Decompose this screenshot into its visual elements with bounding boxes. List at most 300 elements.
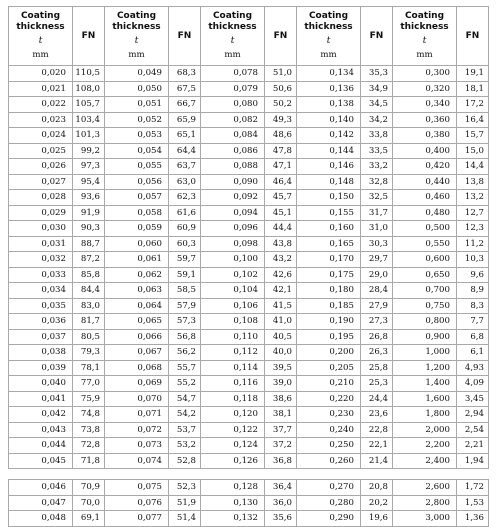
thickness-cell: 0,023 [9,112,73,128]
thickness-cell: 0,030 [9,221,73,237]
thickness-cell: 1,600 [393,391,457,407]
header-title-line-1: Coating [404,11,445,21]
fn-cell: 4,93 [457,360,489,376]
thickness-cell: 0,150 [297,190,361,206]
thickness-cell: 0,088 [201,159,265,175]
table-row [9,422,489,438]
fn-cell: 34,9 [361,81,393,97]
fn-cell: 65,1 [169,128,201,144]
table-row [9,143,489,159]
header-coating-thickness [105,7,169,66]
thickness-cell: 0,056 [105,174,169,190]
fn-cell: 25,8 [361,360,393,376]
thickness-cell: 0,148 [297,174,361,190]
header-symbol: t [230,36,235,46]
thickness-cell: 0,069 [105,376,169,392]
fn-cell: 72,8 [73,438,105,454]
thickness-cell: 0,054 [105,143,169,159]
header-fn: FN [73,7,105,66]
thickness-cell: 0,110 [201,329,265,345]
thickness-cell: 0,024 [9,128,73,144]
fn-cell: 110,5 [73,66,105,82]
fn-cell: 47,1 [265,159,297,175]
table-row [9,174,489,190]
thickness-cell: 0,038 [9,345,73,361]
thickness-cell: 0,155 [297,205,361,221]
thickness-cell: 0,078 [201,66,265,82]
table-row [9,128,489,144]
fn-cell: 32,8 [361,174,393,190]
table-row [9,66,489,82]
fn-cell: 15,7 [457,128,489,144]
thickness-cell: 0,280 [297,495,361,511]
fn-cell: 39,5 [265,360,297,376]
fn-cell: 30,3 [361,236,393,252]
fn-cell: 62,3 [169,190,201,206]
fn-cell: 57,9 [169,298,201,314]
fn-cell: 2,54 [457,422,489,438]
fn-cell: 54,2 [169,407,201,423]
fn-cell: 14,4 [457,159,489,175]
thickness-cell: 0,106 [201,298,265,314]
fn-cell: 24,4 [361,391,393,407]
header-symbol: t [326,36,331,46]
fn-cell: 44,4 [265,221,297,237]
header-fn: FN [169,7,201,66]
fn-cell: 31,0 [361,221,393,237]
header-fn: FN [361,7,393,66]
table-row [9,480,489,496]
fn-cell: 13,8 [457,174,489,190]
fn-cell: 20,8 [361,480,393,496]
fn-cell: 78,1 [73,360,105,376]
fn-cell: 27,9 [361,298,393,314]
thickness-cell: 0,040 [9,376,73,392]
header-title-line-2: thickness [112,22,161,32]
fn-cell: 23,6 [361,407,393,423]
table-row [9,329,489,345]
table-row [9,407,489,423]
header-title-line-2: thickness [16,22,65,32]
thickness-cell: 0,065 [105,314,169,330]
fn-cell: 26,3 [361,345,393,361]
fn-cell: 69,1 [73,511,105,527]
fn-cell: 6,1 [457,345,489,361]
fn-cell: 25,3 [361,376,393,392]
fn-cell: 29,0 [361,267,393,283]
header-title-line-2: thickness [208,22,257,32]
fn-cell: 90,3 [73,221,105,237]
thickness-cell: 0,120 [201,407,265,423]
fn-cell: 31,7 [361,205,393,221]
fn-cell: 19,6 [361,511,393,527]
fn-cell: 51,4 [169,511,201,527]
thickness-cell: 0,064 [105,298,169,314]
thickness-cell: 0,138 [297,97,361,113]
fn-cell: 56,2 [169,345,201,361]
fn-cell: 39,0 [265,376,297,392]
thickness-cell: 2,000 [393,422,457,438]
header-title-line-2: thickness [400,22,449,32]
thickness-cell: 0,146 [297,159,361,175]
fn-cell: 91,9 [73,205,105,221]
table-gap [8,469,488,479]
fn-cell: 35,6 [265,511,297,527]
thickness-cell: 0,320 [393,81,457,97]
thickness-cell: 0,050 [105,81,169,97]
fn-cell: 45,1 [265,205,297,221]
table-row [9,391,489,407]
table-row [9,438,489,454]
thickness-cell: 0,185 [297,298,361,314]
header-title-line-1: Coating [308,11,349,21]
thickness-cell: 0,068 [105,360,169,376]
thickness-cell: 0,260 [297,453,361,469]
thickness-cell: 0,043 [9,422,73,438]
fn-cell: 73,8 [73,422,105,438]
thickness-cell: 0,051 [105,97,169,113]
fn-cell: 85,8 [73,267,105,283]
fn-cell: 10,3 [457,252,489,268]
thickness-cell: 0,190 [297,314,361,330]
thickness-cell: 1,000 [393,345,457,361]
fn-cell: 108,0 [73,81,105,97]
fn-cell: 33,2 [361,159,393,175]
thickness-cell: 0,300 [393,66,457,82]
header-coating-thickness [9,7,73,66]
fn-cell: 1,36 [457,511,489,527]
fn-cell: 22,8 [361,422,393,438]
header-coating-thickness [393,7,457,66]
thickness-cell: 0,074 [105,453,169,469]
fn-cell: 26,8 [361,329,393,345]
thickness-cell: 0,180 [297,283,361,299]
table-row [9,205,489,221]
thickness-cell: 0,200 [297,345,361,361]
thickness-cell: 0,042 [9,407,73,423]
thickness-cell: 0,700 [393,283,457,299]
thickness-cell: 0,132 [201,511,265,527]
thickness-cell: 0,034 [9,283,73,299]
thickness-cell: 0,600 [393,252,457,268]
thickness-cell: 2,600 [393,480,457,496]
thickness-cell: 0,114 [201,360,265,376]
thickness-cell: 0,033 [9,267,73,283]
fn-cell: 1,94 [457,453,489,469]
fn-cell: 36,0 [265,495,297,511]
table-row [9,298,489,314]
thickness-cell: 0,039 [9,360,73,376]
fn-cell: 61,6 [169,205,201,221]
thickness-cell: 0,067 [105,345,169,361]
fn-cell: 7,7 [457,314,489,330]
header-symbol: t [134,36,139,46]
fn-cell: 1,72 [457,480,489,496]
fn-cell: 51,0 [265,66,297,82]
coating-thickness-table-continued [8,479,489,527]
fn-cell: 97,3 [73,159,105,175]
thickness-cell: 0,175 [297,267,361,283]
fn-cell: 79,3 [73,345,105,361]
fn-cell: 9,6 [457,267,489,283]
fn-cell: 55,7 [169,360,201,376]
thickness-cell: 0,070 [105,391,169,407]
thickness-cell: 0,440 [393,174,457,190]
fn-cell: 60,9 [169,221,201,237]
thickness-cell: 0,098 [201,236,265,252]
fn-cell: 50,2 [265,97,297,113]
fn-cell: 33,5 [361,143,393,159]
thickness-cell: 0,028 [9,190,73,206]
fn-cell: 11,2 [457,236,489,252]
thickness-cell: 2,200 [393,438,457,454]
thickness-cell: 0,900 [393,329,457,345]
thickness-cell: 0,079 [201,81,265,97]
table-row [9,267,489,283]
fn-cell: 38,1 [265,407,297,423]
thickness-cell: 2,400 [393,453,457,469]
thickness-cell: 0,053 [105,128,169,144]
thickness-cell: 0,136 [297,81,361,97]
thickness-cell: 0,082 [201,112,265,128]
table-row [9,283,489,299]
fn-cell: 8,9 [457,283,489,299]
thickness-cell: 0,021 [9,81,73,97]
thickness-cell: 0,049 [105,66,169,82]
fn-cell: 3,45 [457,391,489,407]
thickness-cell: 0,290 [297,511,361,527]
thickness-cell: 1,400 [393,376,457,392]
thickness-cell: 0,134 [297,66,361,82]
thickness-cell: 0,063 [105,283,169,299]
thickness-cell: 3,000 [393,511,457,527]
thickness-cell: 1,200 [393,360,457,376]
thickness-cell: 0,205 [297,360,361,376]
thickness-cell: 0,035 [9,298,73,314]
coating-thickness-table-main [8,6,489,469]
table-row [9,112,489,128]
fn-cell: 34,2 [361,112,393,128]
fn-cell: 103,4 [73,112,105,128]
table-row [9,159,489,175]
thickness-cell: 0,045 [9,453,73,469]
thickness-cell: 0,122 [201,422,265,438]
thickness-cell: 0,108 [201,314,265,330]
fn-cell: 40,0 [265,345,297,361]
thickness-cell: 0,031 [9,236,73,252]
thickness-cell: 0,650 [393,267,457,283]
fn-cell: 93,6 [73,190,105,206]
fn-cell: 41,5 [265,298,297,314]
fn-cell: 37,2 [265,438,297,454]
fn-cell: 48,6 [265,128,297,144]
fn-cell: 66,7 [169,97,201,113]
thickness-cell: 0,800 [393,314,457,330]
header-unit: mm [128,50,145,60]
fn-cell: 77,0 [73,376,105,392]
fn-cell: 35,3 [361,66,393,82]
thickness-cell: 0,210 [297,376,361,392]
fn-cell: 71,8 [73,453,105,469]
thickness-cell: 0,047 [9,495,73,511]
header-unit: mm [320,50,337,60]
fn-cell: 56,8 [169,329,201,345]
fn-cell: 52,8 [169,453,201,469]
thickness-cell: 0,058 [105,205,169,221]
thickness-cell: 0,144 [297,143,361,159]
fn-cell: 6,8 [457,329,489,345]
thickness-cell: 0,055 [105,159,169,175]
thickness-cell: 0,250 [297,438,361,454]
table-row [9,314,489,330]
thickness-cell: 0,026 [9,159,73,175]
fn-cell: 70,9 [73,480,105,496]
table-row [9,345,489,361]
thickness-cell: 0,195 [297,329,361,345]
fn-cell: 87,2 [73,252,105,268]
fn-cell: 63,0 [169,174,201,190]
table-row [9,360,489,376]
thickness-cell: 0,057 [105,190,169,206]
fn-cell: 18,1 [457,81,489,97]
thickness-cell: 0,750 [393,298,457,314]
thickness-cell: 0,027 [9,174,73,190]
fn-cell: 55,2 [169,376,201,392]
fn-cell: 33,8 [361,128,393,144]
fn-cell: 43,2 [265,252,297,268]
fn-cell: 95,4 [73,174,105,190]
thickness-cell: 0,044 [9,438,73,454]
header-title-line-1: Coating [20,11,61,21]
fn-cell: 43,8 [265,236,297,252]
thickness-cell: 0,230 [297,407,361,423]
fn-cell: 2,21 [457,438,489,454]
table-row [9,252,489,268]
header-unit: mm [416,50,433,60]
thickness-cell: 0,400 [393,143,457,159]
thickness-cell: 0,420 [393,159,457,175]
thickness-cell: 0,140 [297,112,361,128]
header-title-line-1: Coating [116,11,157,21]
fn-cell: 60,3 [169,236,201,252]
header-unit: mm [32,50,49,60]
fn-cell: 12,7 [457,205,489,221]
thickness-cell: 0,340 [393,97,457,113]
header-coating-thickness [201,7,265,66]
thickness-cell: 0,041 [9,391,73,407]
header-title-line-1: Coating [212,11,253,21]
thickness-cell: 0,380 [393,128,457,144]
thickness-cell: 0,126 [201,453,265,469]
thickness-cell: 0,066 [105,329,169,345]
table-row [9,97,489,113]
thickness-cell: 0,029 [9,205,73,221]
thickness-cell: 0,102 [201,267,265,283]
thickness-cell: 0,037 [9,329,73,345]
thickness-cell: 0,062 [105,267,169,283]
fn-cell: 34,5 [361,97,393,113]
fn-cell: 70,0 [73,495,105,511]
fn-cell: 105,7 [73,97,105,113]
fn-cell: 81,7 [73,314,105,330]
fn-cell: 53,7 [169,422,201,438]
thickness-cell: 0,048 [9,511,73,527]
thickness-cell: 0,104 [201,283,265,299]
fn-cell: 2,94 [457,407,489,423]
fn-cell: 37,7 [265,422,297,438]
header-unit: mm [224,50,241,60]
table-row [9,221,489,237]
table-row [9,81,489,97]
thickness-cell: 0,032 [9,252,73,268]
thickness-cell: 0,046 [9,480,73,496]
table-row [9,236,489,252]
fn-cell: 84,4 [73,283,105,299]
fn-cell: 54,7 [169,391,201,407]
thickness-cell: 0,077 [105,511,169,527]
thickness-cell: 0,071 [105,407,169,423]
thickness-cell: 0,036 [9,314,73,330]
thickness-cell: 0,092 [201,190,265,206]
header-title-line-2: thickness [304,22,353,32]
table-row [9,376,489,392]
fn-cell: 29,7 [361,252,393,268]
fn-cell: 53,2 [169,438,201,454]
header-fn: FN [457,7,489,66]
thickness-cell: 0,084 [201,128,265,144]
fn-cell: 41,0 [265,314,297,330]
fn-cell: 67,5 [169,81,201,97]
fn-cell: 45,7 [265,190,297,206]
thickness-cell: 0,270 [297,480,361,496]
thickness-cell: 0,100 [201,252,265,268]
fn-cell: 42,6 [265,267,297,283]
table-header-row [9,7,489,66]
fn-cell: 88,7 [73,236,105,252]
thickness-cell: 1,800 [393,407,457,423]
fn-cell: 49,3 [265,112,297,128]
thickness-cell: 0,165 [297,236,361,252]
fn-cell: 58,5 [169,283,201,299]
fn-cell: 83,0 [73,298,105,314]
fn-cell: 21,4 [361,453,393,469]
fn-cell: 4,09 [457,376,489,392]
thickness-cell: 0,086 [201,143,265,159]
thickness-cell: 0,020 [9,66,73,82]
thickness-cell: 0,061 [105,252,169,268]
thickness-cell: 0,096 [201,221,265,237]
fn-cell: 68,3 [169,66,201,82]
thickness-cell: 2,800 [393,495,457,511]
fn-cell: 42,1 [265,283,297,299]
table-row [9,511,489,527]
fn-cell: 22,1 [361,438,393,454]
thickness-cell: 0,112 [201,345,265,361]
thickness-cell: 0,124 [201,438,265,454]
fn-cell: 16,4 [457,112,489,128]
table-row [9,190,489,206]
fn-cell: 59,1 [169,267,201,283]
fn-cell: 47,8 [265,143,297,159]
fn-cell: 65,9 [169,112,201,128]
fn-cell: 19,1 [457,66,489,82]
fn-cell: 36,8 [265,453,297,469]
table-body [9,66,489,469]
thickness-cell: 0,160 [297,221,361,237]
fn-cell: 63,7 [169,159,201,175]
fn-cell: 74,8 [73,407,105,423]
fn-cell: 38,6 [265,391,297,407]
